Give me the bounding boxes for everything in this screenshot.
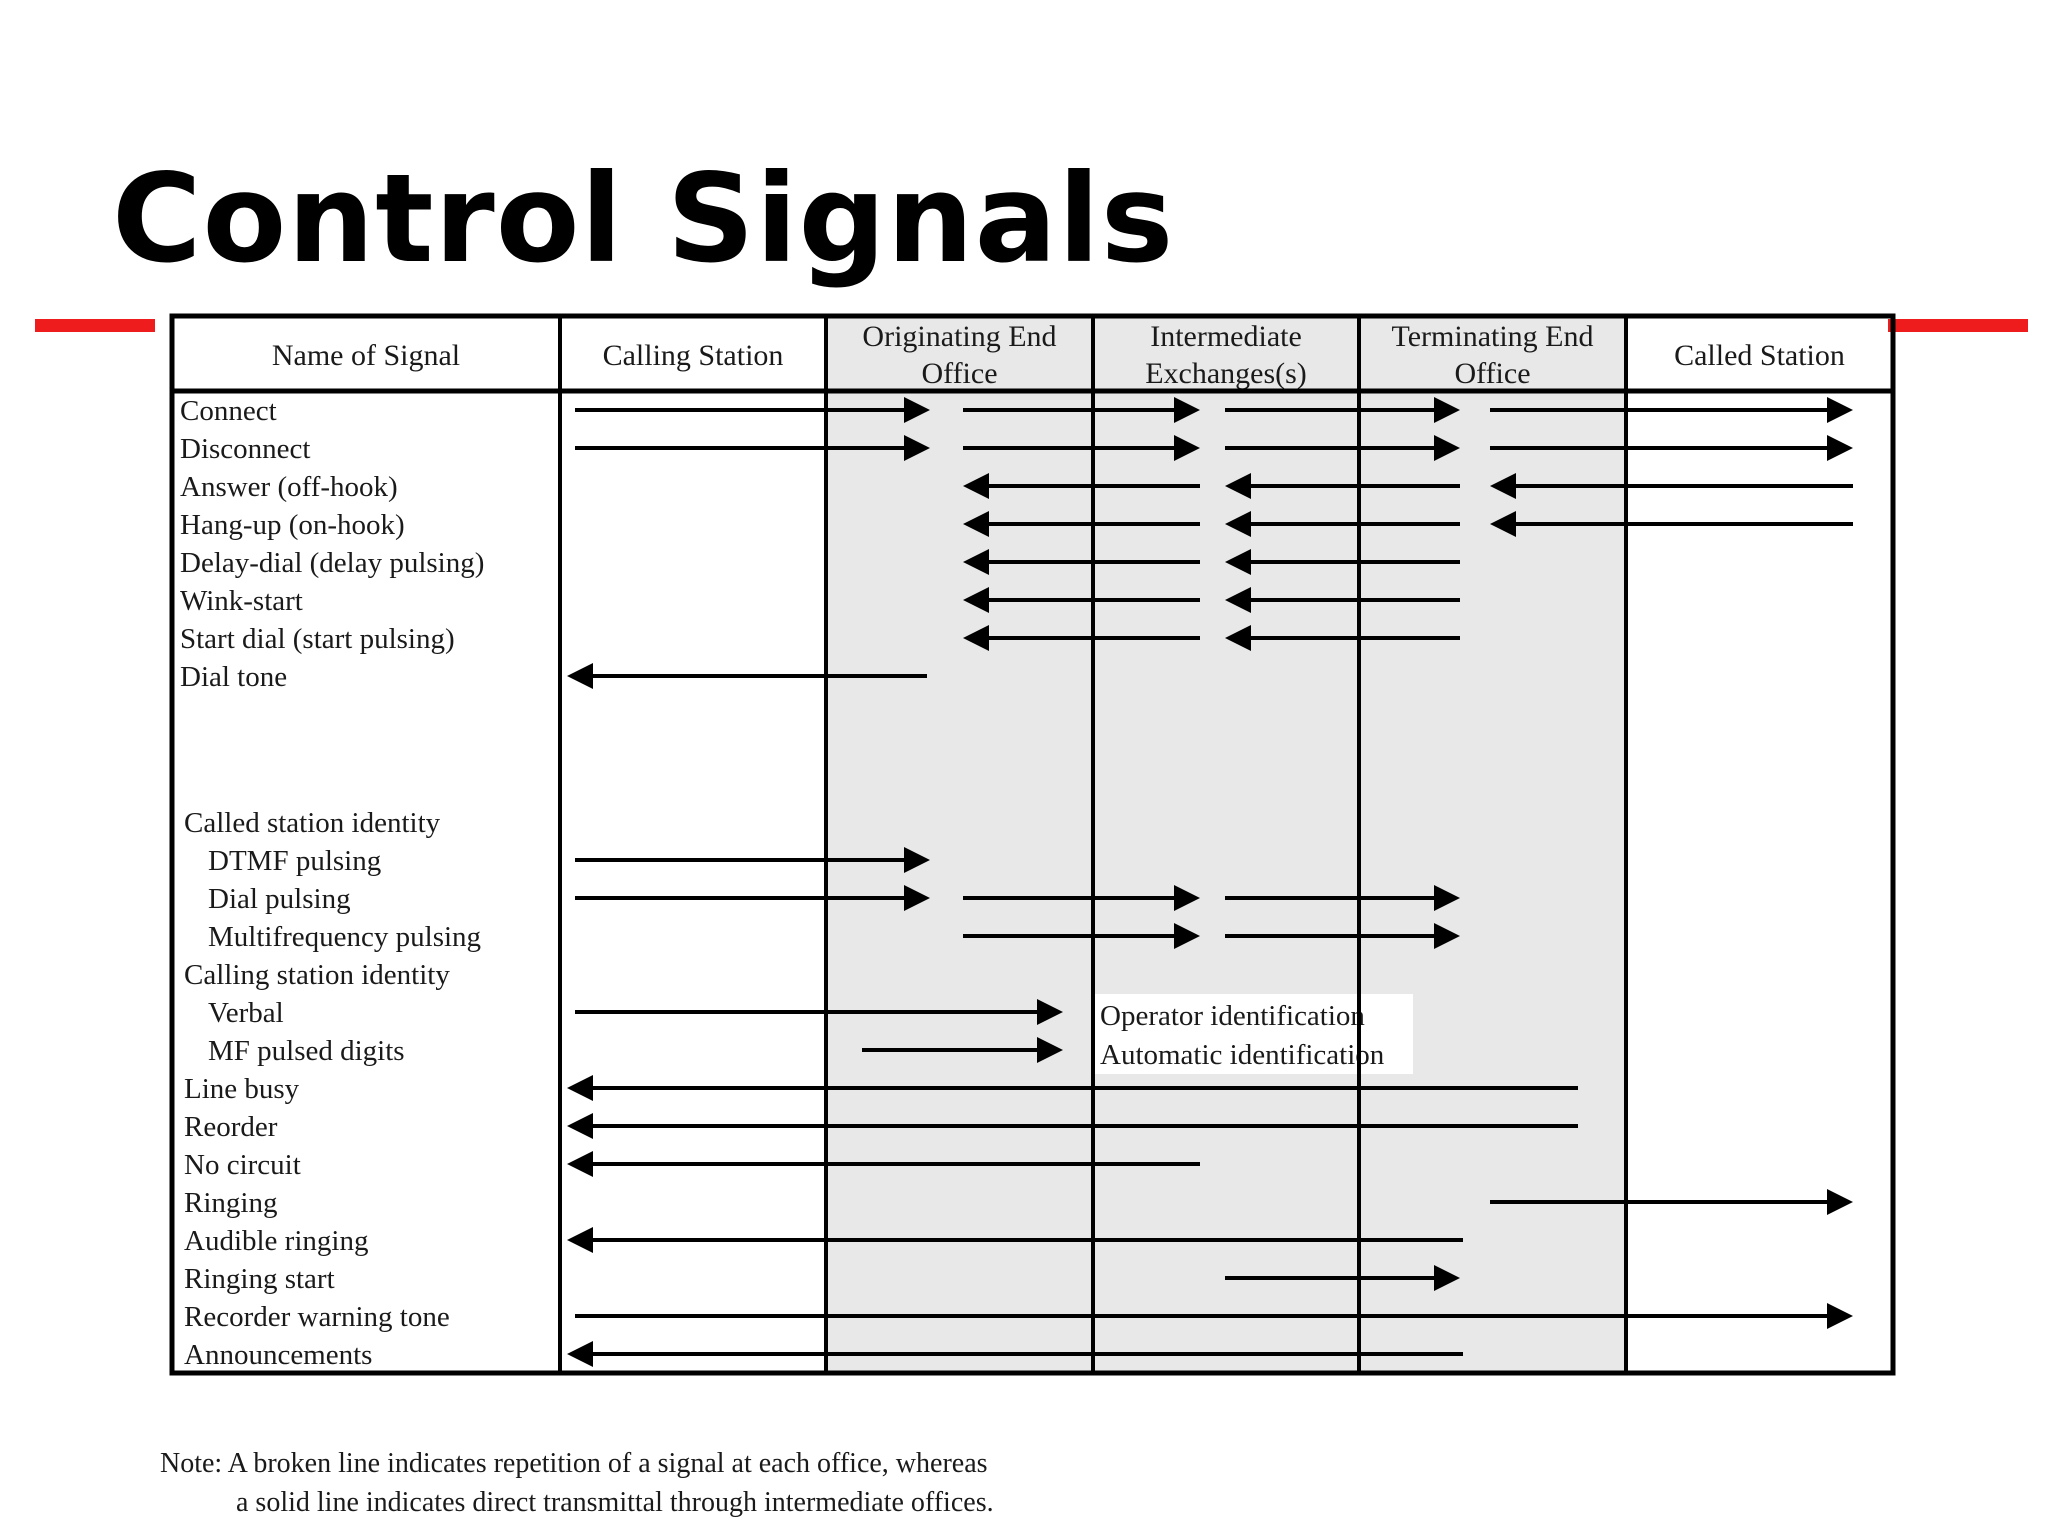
signal-label: Ringing (184, 1187, 278, 1219)
terminating-office-shade (1359, 316, 1626, 1373)
signal-label: Start dial (start pulsing) (180, 623, 455, 655)
signal-label: Wink-start (180, 585, 303, 617)
signal-arrowhead (1827, 397, 1853, 423)
signal-label: Recorder warning tone (184, 1301, 450, 1333)
signal-label: Verbal (208, 997, 284, 1029)
signal-label: Calling station identity (184, 959, 450, 991)
signal-arrowhead (567, 1075, 593, 1101)
column-header: Originating End Office (862, 320, 1057, 390)
signal-arrowhead (567, 663, 593, 689)
signal-arrowhead (567, 1113, 593, 1139)
signal-label: No circuit (184, 1149, 301, 1181)
signal-label: Multifrequency pulsing (208, 921, 482, 953)
signal-label: Connect (180, 395, 277, 427)
signal-label: Dial pulsing (208, 883, 351, 915)
column-header: Intermediate Exchanges(s) (1145, 320, 1307, 390)
footnote (160, 1444, 994, 1522)
signal-label: Disconnect (180, 433, 311, 465)
signal-label: Announcements (184, 1339, 373, 1371)
signal-label: Audible ringing (184, 1225, 369, 1257)
signal-label: Called station identity (184, 807, 441, 839)
signal-arrowhead (1827, 1189, 1853, 1215)
signal-label: DTMF pulsing (208, 845, 382, 877)
signal-label: Ringing start (184, 1263, 335, 1295)
signal-arrowhead (567, 1151, 593, 1177)
signal-arrowhead (1827, 1303, 1853, 1329)
signal-label: Reorder (184, 1111, 278, 1143)
signal-label: Answer (off-hook) (180, 471, 398, 503)
signal-arrowhead (567, 1227, 593, 1253)
signal-arrowhead (1827, 435, 1853, 461)
intermediate-exchange-shade (1093, 316, 1359, 1373)
footnote-line-2: a solid line indicates direct transmittal through intermediate offices. (236, 1487, 994, 1518)
signal-arrowhead (567, 1341, 593, 1367)
signal-label: Dial tone (180, 661, 288, 693)
signal-label: MF pulsed digits (208, 1035, 405, 1067)
column-header: Calling Station (602, 339, 784, 372)
column-header: Name of Signal (271, 339, 461, 372)
signal-label: Delay-dial (delay pulsing) (180, 547, 485, 579)
slide-title: Control Signals (112, 148, 1175, 290)
signal-label: Hang-up (on-hook) (180, 509, 405, 541)
annotation-automatic-identification: Automatic identification (1100, 1039, 1385, 1071)
annotation-operator-identification: Operator identification (1100, 1000, 1365, 1032)
column-header: Terminating End Office (1391, 320, 1594, 390)
signal-label: Line busy (184, 1073, 300, 1105)
column-header: Called Station (1674, 339, 1845, 372)
footnote-line-1: Note: A broken line indicates repetition of a signal at each office, whereas (160, 1448, 988, 1479)
